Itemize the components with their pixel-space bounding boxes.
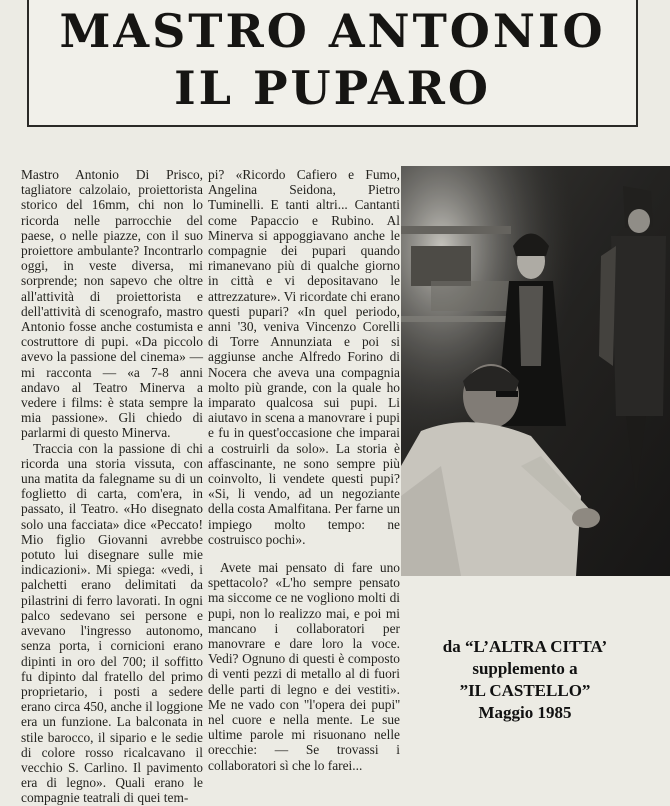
article-paragraph: pi? «Ricordo Cafiero e Fumo, Angelina Seidona, Pietro Tuminelli. E tanti altri... Cantanti come Papaccio e Rubino. Al Minerva si appoggiavano anche le compagnie dei pupari quando rimanevano più di qualche giorno in città e vi depositavano le attrezzature». Vi ricordate chi erano questi pupari? «In quel periodo, anni '30, veniva Vincenzo Corelli di Torre Annunziata e poi si aggiunse anche Alfredo Forino di Nocera che aveva una compagnia molto più grande, con la quale ho imparato qualcosa sui pupi. Li aiutavo in scena a manovrare i pupi e fu in quest'occasione che imparai a costruirli da solo». La storia è affascinante, ne sono sempre più coinvolto, li vendete questi pupi? «Si, li vendo, ad un negoziante della costa Amalfitana. Per farne un impiego molto tempo: ne costruisco pochi». [208,167,400,547]
credit-line: supplemento a [472,659,578,678]
article-paragraph: Mastro Antonio Di Prisco, tagliatore calzolaio, proiettorista storico del 16mm, chi non lo ricorda nelle parrocchie del paese, o nelle piazze, con il suo proiettore ambulante? Incontrarlo oggi, in veste diversa, mi sorprende; non sapevo che oltre all'attività di proiettorista e dell'attività di scenografo, mastro Antonio fosse anche costumista e costruttore di pupi. «Da piccolo avevo la passione del cinema» — mi racconta — «a 7-8 anni andavo al Teatro Minerva a vedere i films: è stata sempre la mia passione». Gli chiedo di parlarmi di questo Minerva. [21,167,203,441]
credit-line: Maggio 1985 [478,703,572,722]
article-column-2-top [208,167,400,545]
credit-line: da “L’ALTRA CITTA’ [442,637,608,656]
article-column-2-bottom [208,560,400,774]
headline-title-line2: IL PUPARO [174,61,491,115]
headline-box [27,0,638,127]
headline-title-line1: MASTRO ANTONIO [59,4,606,58]
puppeteer-photo-image [401,166,670,576]
article-paragraph: Traccia con la passione di chi ricorda una storia vissuta, con una matita da falegname su di un foglietto di carta, com'era, in passato, il Teatro. «Ho disegnato solo una facciata» dice «Peccato! Mio figlio Giovanni avrebbe potuto lui disegnare sulle mie indicazioni». Mi spiega: «vedi, i palchetti erano delimitati da pilastrini di ferro lavorati. In ogni palco sedevano sei persone e avevano l'ingresso autonomo, senza porta, i cornicioni erano dipinti in oro del 700; il soffitto fu dipinto dal fratello del primo proprietario, i posti a sedere erano circa 450, anche il loggione era un funzione. La balconata in stile barocco, il sipario e le sedie di colore rosso ricalcavano il vecchio S. Carlino. Il pavimento era di legno». Quali erano le compagnie teatrali di quei tem- [21,440,203,806]
puppeteer-photo [401,166,670,576]
credit-line: ”IL CASTELLO” [459,681,591,700]
article-paragraph: Avete mai pensato di fare uno spettacolo? «L'ho sempre pensato ma siccome ce ne vogliono molti di pupi, non lo realizzo mai, e poi mi mancano i collaboratori per manovrare e dare loro la voce. Vedi? Ognuno di questi è composto di venti pezzi di metallo al di fuori delle parti di legno e dei vestiti». Me ne vado con ''l'opera dei pupi'' nel cuore e nella mente. Le sue ultime parole mi risuonano nelle orecchie: — Se trovassi i collaboratori sì che lo farei... [208,560,400,773]
article-column-1 [21,167,203,806]
source-credit [405,636,645,724]
